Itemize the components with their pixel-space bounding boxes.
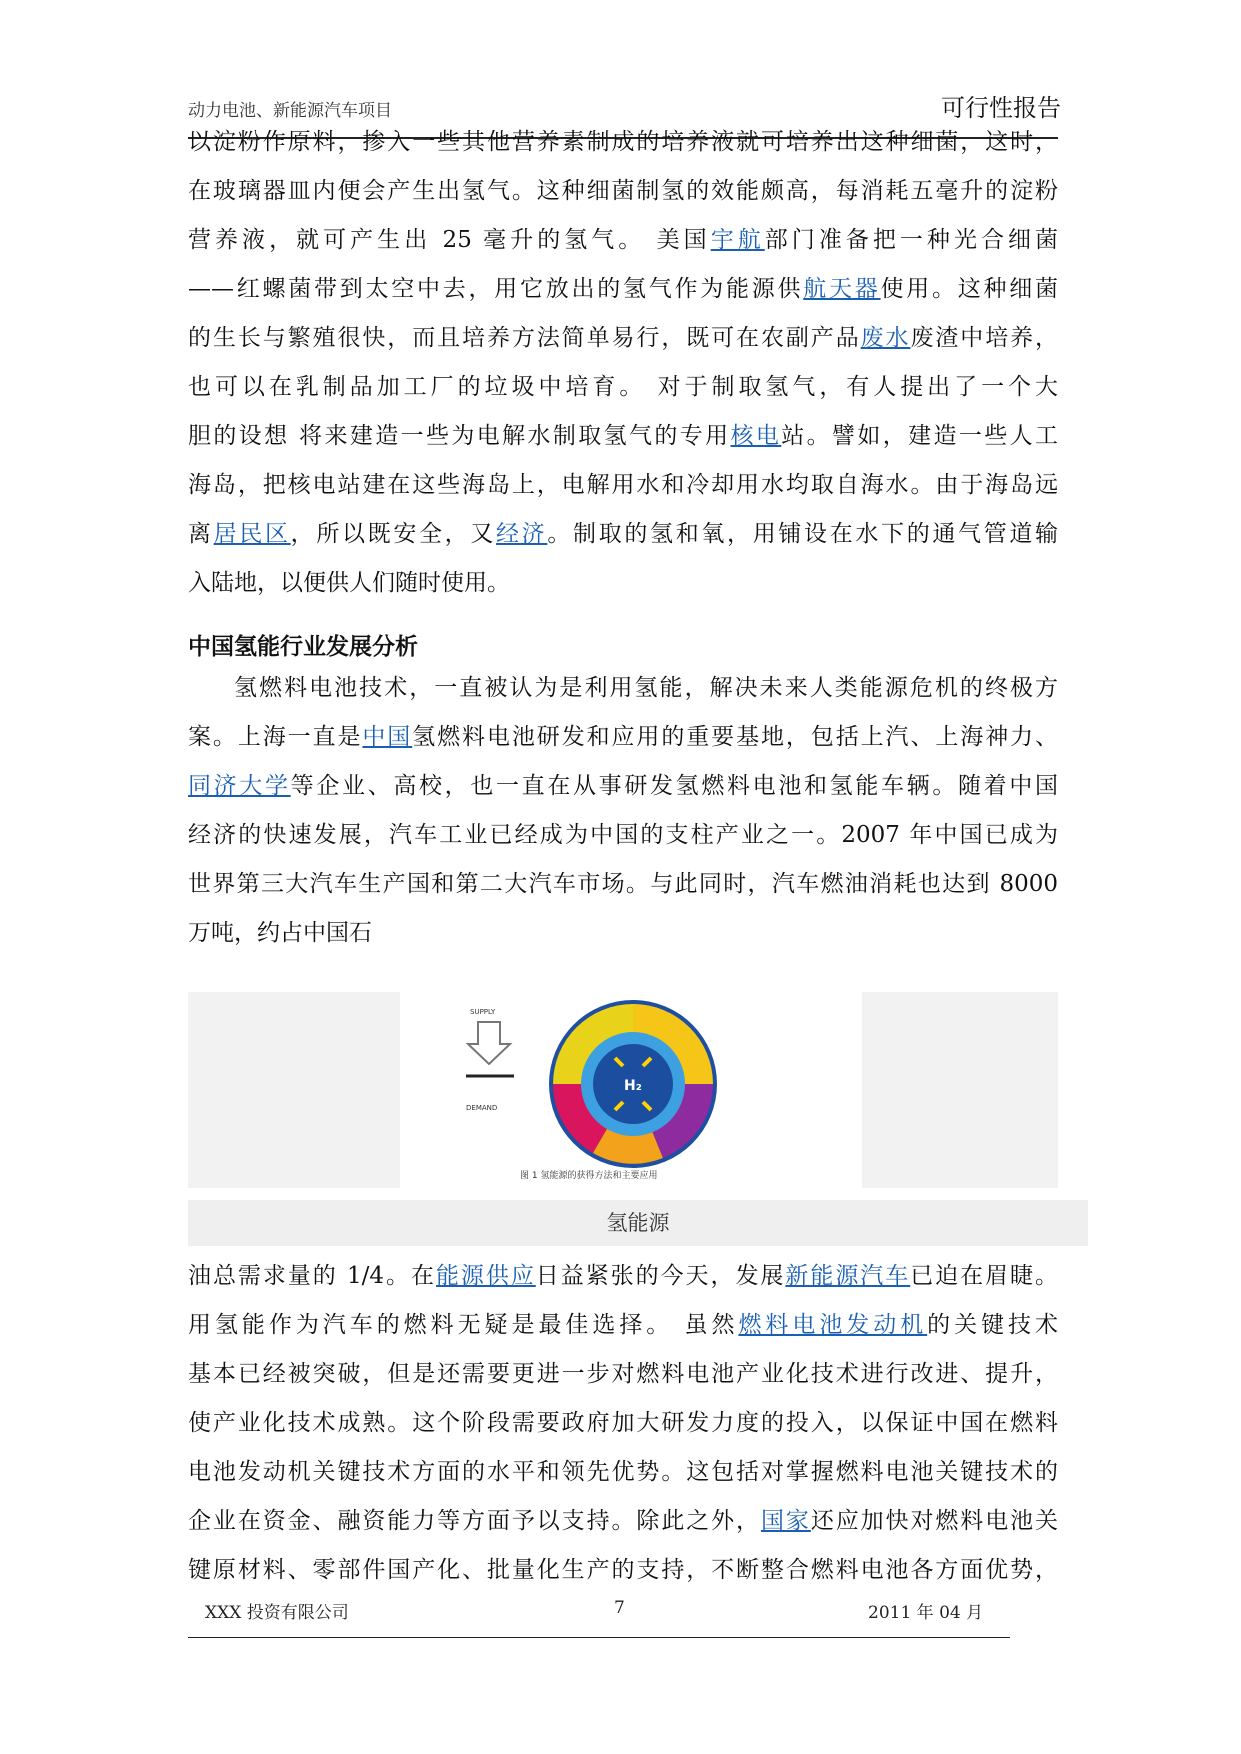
- header-doc-title: 动力电池、新能源汽车项目: [188, 101, 392, 121]
- text-run: 键原材料、零部件国产化、批量化生产的支持，不断整合燃料电池各方面优势，: [188, 1557, 1058, 1583]
- text-run: 。制取的氢和氧，用铺设在水下的通气管道输: [547, 521, 1058, 547]
- hydrogen-wheel-diagram: [549, 1000, 717, 1168]
- text-line: [188, 664, 1058, 713]
- text-line: [188, 1546, 1058, 1595]
- footer-rule: [188, 1637, 1010, 1638]
- text-line: [188, 811, 1058, 860]
- text-run: 等企业、高校，也一直在从事研发氢燃料电池和氢能车辆。随着中国: [290, 773, 1058, 799]
- text-run: 废渣中培养，: [910, 325, 1058, 351]
- text-run: 入陆地，以便供人们随时使用。: [188, 570, 510, 596]
- footer-page-number: 7: [614, 1598, 625, 1618]
- hyperlink[interactable]: 宇航: [710, 227, 765, 253]
- text-run: 氢燃料电池技术，一直被认为是利用氢能，解决未来人类能源危机的终极方: [234, 675, 1058, 701]
- text-line: [188, 265, 1058, 314]
- text-line: [188, 1399, 1058, 1448]
- hyperlink[interactable]: 居民区: [213, 521, 291, 547]
- text-line: [188, 909, 1058, 958]
- hyperlink[interactable]: 废水: [860, 325, 911, 351]
- text-run: 以淀粉作原料，掺入一些其他营养素制成的培养液就可培养出这种细菌，这时，: [188, 129, 1058, 155]
- text-run: 日益紧张的今天，发展: [535, 1263, 786, 1289]
- paragraph-china-hydrogen: [188, 664, 1058, 958]
- text-run: 胆的设想 将来建造一些为电解水制取氢气的专用: [188, 423, 731, 449]
- text-run: 的关键技术: [927, 1312, 1058, 1338]
- text-line: [188, 1497, 1058, 1546]
- text-line: [188, 1350, 1058, 1399]
- demand-label: DEMAND: [466, 1104, 498, 1112]
- text-run: 也可以在乳制品加工厂的垃圾中培育。 对于制取氢气，有人提出了一个大: [188, 374, 1058, 400]
- hydrogen-diagram-image: [400, 992, 862, 1188]
- text-run: ，所以既安全，又: [290, 521, 497, 547]
- text-line: [188, 118, 1058, 167]
- text-line: [188, 216, 1058, 265]
- text-run: 离: [188, 521, 214, 547]
- text-run: 使产业化技术成熟。这个阶段需要政府加大研发力度的投入，以保证中国在燃料: [188, 1410, 1058, 1436]
- text-line: [188, 363, 1058, 412]
- hyperlink[interactable]: 能源供应: [435, 1263, 536, 1289]
- footer-company: XXX 投资有限公司: [205, 1603, 349, 1623]
- hyperlink[interactable]: 核电: [730, 423, 782, 449]
- text-line: [188, 1448, 1058, 1497]
- text-run: 在玻璃器皿内便会产生出氢气。这种细菌制氢的效能颇高，每消耗五毫升的淀粉: [188, 178, 1058, 204]
- supply-label: SUPPLY: [470, 1008, 496, 1016]
- text-run: 世界第三大汽车生产国和第二大汽车市场。与此同时，汽车燃油消耗也达到 8000: [188, 871, 1058, 897]
- text-line: [188, 762, 1058, 811]
- text-run: 站。譬如，建造一些人工: [781, 423, 1058, 449]
- header-report-type: 可行性报告: [941, 94, 1061, 122]
- footer-date: 2011 年 04 月: [868, 1603, 984, 1623]
- hyperlink[interactable]: 同济大学: [188, 773, 291, 799]
- text-run: 部门准备把一种光合细菌: [764, 227, 1058, 253]
- text-run: 营养液，就可产生出 25 毫升的氢气。 美国: [188, 227, 711, 253]
- paragraph-hydrogen-production: [188, 118, 1058, 608]
- figure-caption: 氢能源: [188, 1200, 1088, 1246]
- hyperlink[interactable]: 新能源汽车: [785, 1263, 911, 1289]
- figure-inner-caption: 图 1 氢能源的获得方法和主要应用: [520, 1171, 658, 1181]
- text-run: 使用。这种细菌: [880, 276, 1058, 302]
- text-line: [188, 167, 1058, 216]
- text-line: [188, 1301, 1058, 1350]
- text-run: 基本已经被突破，但是还需要更进一步对燃料电池产业化技术进行改进、提升，: [188, 1361, 1058, 1387]
- text-line: [188, 510, 1058, 559]
- paragraph-fuel-cell: [188, 1252, 1058, 1595]
- text-run: 经济的快速发展，汽车工业已经成为中国的支柱产业之一。2007 年中国已成为: [188, 822, 1058, 848]
- text-line: [188, 461, 1058, 510]
- text-run: 万吨，约占中国石: [188, 920, 372, 946]
- text-run: 用氢能作为汽车的燃料无疑是最佳选择。 虽然: [188, 1312, 739, 1338]
- hyperlink[interactable]: 中国: [362, 724, 413, 750]
- text-run: 已迫在眉睫。: [910, 1263, 1058, 1289]
- text-run: 氢燃料电池研发和应用的重要基地，包括上汽、上海神力、: [412, 724, 1058, 750]
- text-run: 还应加快对燃料电池关: [810, 1508, 1058, 1534]
- hyperlink[interactable]: 航天器: [803, 276, 881, 302]
- text-run: 海岛，把核电站建在这些海岛上，电解用水和冷却用水均取自海水。由于海岛远: [188, 472, 1058, 498]
- hyperlink[interactable]: 国家: [760, 1508, 811, 1534]
- text-run: 案。上海一直是: [188, 724, 363, 750]
- section-heading: 中国氢能行业发展分析: [188, 634, 418, 660]
- hydrogen-center-label: H₂: [624, 1078, 642, 1094]
- hyperlink[interactable]: 燃料电池发动机: [738, 1312, 928, 1338]
- text-line: [188, 860, 1058, 909]
- text-run: 油总需求量的 1/4。在: [188, 1263, 436, 1289]
- hyperlink[interactable]: 经济: [496, 521, 548, 547]
- text-line: [188, 559, 1058, 608]
- text-run: 的生长与繁殖很快，而且培养方法简单易行，既可在农副产品: [188, 325, 861, 351]
- text-line: [188, 314, 1058, 363]
- supply-arrow-icon: [468, 1022, 510, 1064]
- text-line: [188, 713, 1058, 762]
- text-line: [188, 412, 1058, 461]
- text-run: 电池发动机关键技术方面的水平和领先优势。这包括对掌握燃料电池关键技术的: [188, 1459, 1058, 1485]
- text-line: [188, 1252, 1058, 1301]
- text-run: 企业在资金、融资能力等方面予以支持。除此之外，: [188, 1508, 761, 1534]
- text-run: ——红螺菌带到太空中去，用它放出的氢气作为能源供: [188, 276, 804, 302]
